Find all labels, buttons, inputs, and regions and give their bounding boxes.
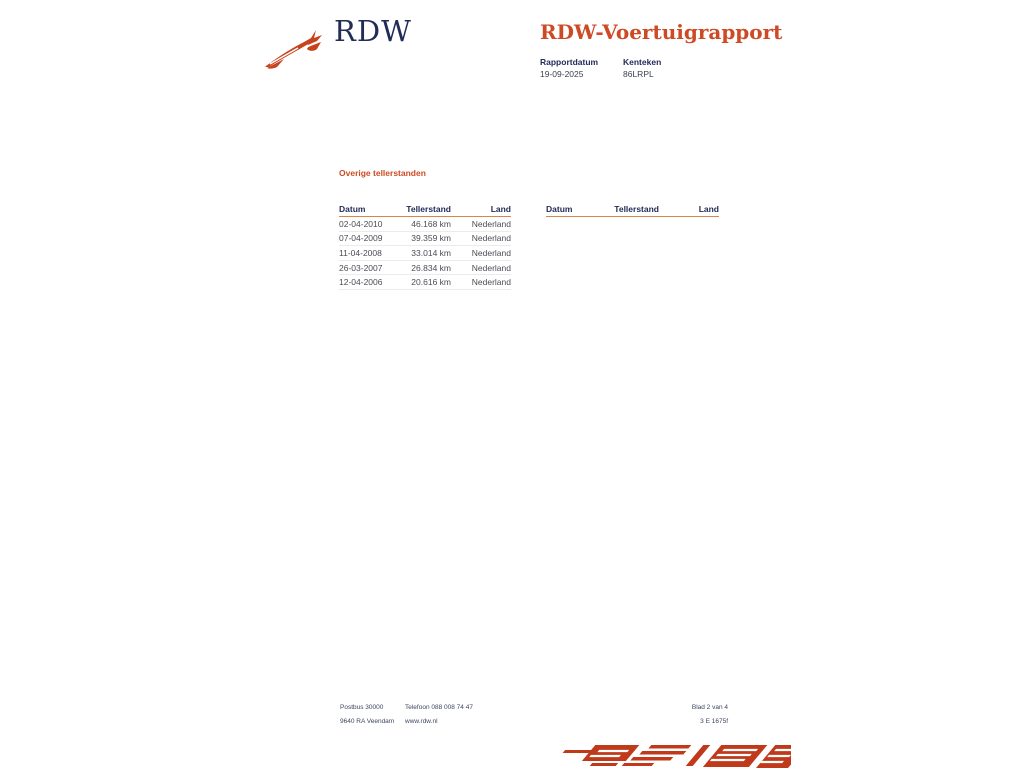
footer-address: [340, 701, 394, 729]
table-cell-tellerstand: 26.834 km: [411, 262, 451, 273]
table-body: [339, 217, 511, 290]
table-cell-tellerstand: 20.616 km: [411, 277, 451, 288]
footer-contact: [405, 701, 473, 729]
table-cell-land: Nederland: [471, 218, 511, 229]
odometer-table-right: [546, 204, 719, 217]
table-row: [339, 217, 511, 232]
license-plate-block: [623, 56, 661, 80]
table-cell-datum: 26-03-2007: [339, 262, 383, 273]
table-cell-tellerstand: 39.359 km: [411, 233, 451, 244]
footer-city: 9640 RA Veendam: [340, 718, 395, 725]
table-header-row: [546, 204, 719, 217]
report-date-label: Rapportdatum: [540, 57, 599, 67]
table-header-row: [339, 204, 511, 217]
page-title: RDW-Voertuigrapport: [540, 20, 783, 44]
column-header-tellerstand: Tellerstand: [614, 204, 659, 214]
table-cell-datum: 11-04-2008: [339, 247, 382, 258]
table-cell-datum: 12-04-2006: [339, 277, 383, 288]
report-date-value: 19-09-2025: [540, 69, 584, 79]
column-header-tellerstand: Tellerstand: [406, 204, 451, 214]
table-cell-land: Nederland: [471, 277, 511, 288]
rdw-flag-icon: [264, 28, 332, 70]
report-date-block: [540, 56, 598, 80]
table-cell-land: Nederland: [471, 262, 511, 273]
odometer-table-left: [339, 204, 511, 290]
table-row: [339, 275, 511, 290]
table-cell-land: Nederland: [471, 247, 511, 258]
footer-postbus: Postbus 30000: [340, 704, 384, 711]
table-cell-datum: 07-04-2009: [339, 233, 383, 244]
table-row: [339, 246, 511, 261]
column-header-land: Land: [698, 204, 719, 214]
license-plate-label: Kenteken: [623, 57, 662, 67]
footer-doc-code: 3 E 1675f: [700, 718, 728, 725]
rdw-flag-detail-graphic: [549, 743, 791, 768]
table-row: [339, 261, 511, 276]
table-cell-tellerstand: 33.014 km: [411, 247, 451, 258]
column-header-datum: Datum: [546, 204, 573, 214]
section-title-overige-tellerstanden: Overige tellerstanden: [339, 168, 426, 178]
footer-page-info: [560, 701, 728, 729]
table-cell-tellerstand: 46.168 km: [411, 218, 451, 229]
table-cell-datum: 02-04-2010: [339, 218, 383, 229]
column-header-datum: Datum: [339, 204, 366, 214]
rdw-logo-wordmark: RDW: [334, 14, 412, 48]
column-header-land: Land: [490, 204, 511, 214]
table-cell-land: Nederland: [471, 233, 511, 244]
footer-website: www.rdw.nl: [405, 718, 438, 725]
footer-page-number: Blad 2 van 4: [691, 704, 728, 711]
footer-phone: Telefoon 088 008 74 47: [405, 704, 473, 711]
table-row: [339, 232, 511, 247]
license-plate-value: 86LRPL: [623, 69, 654, 79]
